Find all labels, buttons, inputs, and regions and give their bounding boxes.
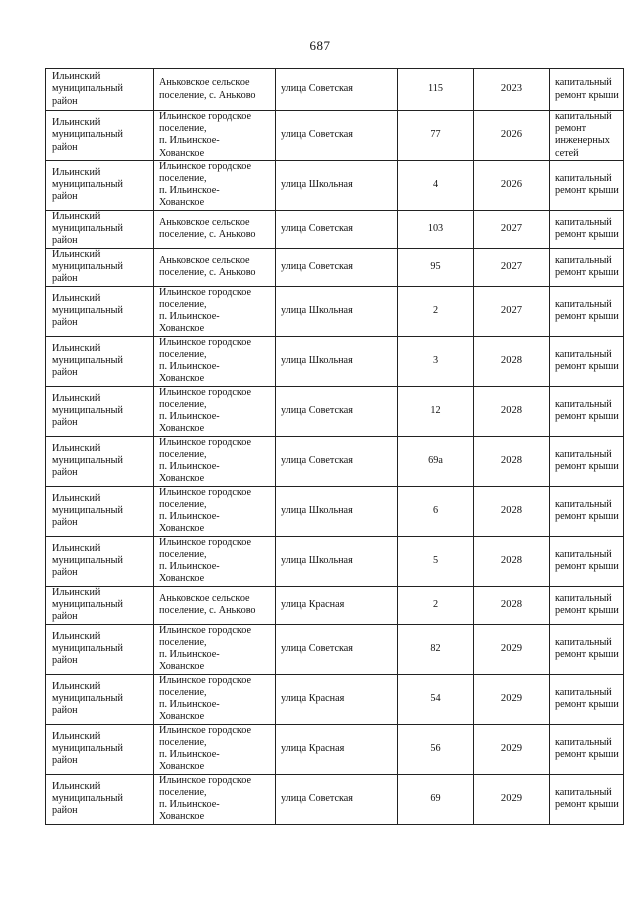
street-cell: улица Школьная — [276, 486, 398, 536]
work-type-cell-line: ремонт крыши — [555, 511, 619, 523]
table-row — [46, 210, 624, 248]
street-cell: улица Школьная — [276, 286, 398, 336]
year-cell: 2027 — [474, 286, 550, 336]
table-row — [46, 336, 624, 386]
street-cell: улица Советская — [276, 210, 398, 248]
work-type-cell — [550, 111, 624, 161]
district-cell-line: Ильинский — [52, 442, 101, 454]
district-cell — [46, 386, 154, 436]
settlement-cell-line: поселение, — [159, 786, 207, 798]
district-cell-line: район — [52, 141, 78, 153]
work-type-cell-line: ремонт — [555, 123, 587, 135]
settlement-cell — [154, 386, 276, 436]
year-cell: 2029 — [474, 774, 550, 824]
settlement-cell-line: п. Ильинское- — [159, 511, 220, 523]
district-cell-line: Ильинский — [52, 292, 101, 304]
district-cell — [46, 336, 154, 386]
district-cell-line: Ильинский — [52, 210, 101, 222]
district-cell-line: Ильинский — [52, 342, 101, 354]
settlement-cell-line: Хованское — [159, 147, 205, 159]
work-type-cell — [550, 210, 624, 248]
work-type-cell-line: капитальный — [555, 298, 612, 310]
settlement-cell-line: Ильинское городское — [159, 160, 252, 172]
work-type-cell-line: капитальный — [555, 398, 612, 410]
work-type-cell-line: ремонт крыши — [555, 749, 619, 761]
settlement-cell-line: поселение, — [159, 123, 207, 135]
work-type-cell-line: капитальный — [555, 592, 612, 604]
year-cell: 2028 — [474, 586, 550, 624]
settlement-cell — [154, 286, 276, 336]
settlement-cell — [154, 111, 276, 161]
street-cell: улица Советская — [276, 69, 398, 111]
district-cell — [46, 586, 154, 624]
year-cell: 2029 — [474, 674, 550, 724]
district-cell — [46, 286, 154, 336]
work-type-cell-line: капитальный — [555, 173, 612, 185]
year-cell: 2028 — [474, 436, 550, 486]
street-cell: улица Советская — [276, 386, 398, 436]
house-number-cell: 82 — [398, 624, 474, 674]
table-row — [46, 586, 624, 624]
work-type-cell-line: ремонт крыши — [555, 229, 619, 241]
district-cell — [46, 674, 154, 724]
work-type-cell — [550, 436, 624, 486]
district-cell-line: муниципальный — [52, 305, 123, 317]
work-type-cell-line: капитальный — [555, 77, 612, 89]
table-row — [46, 536, 624, 586]
district-cell-line: муниципальный — [52, 643, 123, 655]
year-cell: 2026 — [474, 160, 550, 210]
settlement-cell — [154, 486, 276, 536]
district-cell-line: муниципальный — [52, 599, 123, 611]
district-cell-line: район — [52, 191, 78, 203]
settlement-cell-line: поселение, — [159, 398, 207, 410]
work-type-cell-line: капитальный — [555, 548, 612, 560]
settlement-cell-line: п. Ильинское- — [159, 561, 220, 573]
district-cell-line: район — [52, 235, 78, 247]
work-type-cell-line: капитальный — [555, 686, 612, 698]
housing-repair-table — [45, 68, 624, 825]
settlement-cell-line: поселение, с. Аньково — [159, 89, 256, 101]
settlement-cell-line: поселение, с. Аньково — [159, 267, 256, 279]
table-row — [46, 724, 624, 774]
house-number-cell: 103 — [398, 210, 474, 248]
work-type-cell — [550, 674, 624, 724]
settlement-cell — [154, 248, 276, 286]
work-type-cell — [550, 386, 624, 436]
house-number-cell: 69а — [398, 436, 474, 486]
settlement-cell-line: Ильинское городское — [159, 486, 252, 498]
year-cell: 2027 — [474, 248, 550, 286]
settlement-cell — [154, 674, 276, 724]
district-cell — [46, 774, 154, 824]
work-type-cell-line: ремонт крыши — [555, 185, 619, 197]
work-type-cell — [550, 724, 624, 774]
settlement-cell-line: п. Ильинское- — [159, 135, 220, 147]
table-row — [46, 69, 624, 111]
district-cell-line: Ильинский — [52, 71, 101, 83]
district-cell-line: Ильинский — [52, 586, 101, 598]
settlement-cell-line: Аньковское сельское — [159, 592, 250, 604]
year-cell: 2029 — [474, 624, 550, 674]
district-cell-line: муниципальный — [52, 223, 123, 235]
district-cell-line: район — [52, 517, 78, 529]
district-cell-line: район — [52, 755, 78, 767]
table-row — [46, 286, 624, 336]
district-cell-line: Ильинский — [52, 166, 101, 178]
house-number-cell: 4 — [398, 160, 474, 210]
table-row — [46, 486, 624, 536]
table-row — [46, 624, 624, 674]
year-cell: 2028 — [474, 336, 550, 386]
year-cell: 2026 — [474, 111, 550, 161]
street-cell: улица Школьная — [276, 536, 398, 586]
district-cell — [46, 111, 154, 161]
settlement-cell-line: Хованское — [159, 323, 205, 335]
house-number-cell: 95 — [398, 248, 474, 286]
work-type-cell — [550, 248, 624, 286]
house-number-cell: 3 — [398, 336, 474, 386]
district-cell-line: район — [52, 273, 78, 285]
district-cell-line: муниципальный — [52, 129, 123, 141]
street-cell: улица Красная — [276, 674, 398, 724]
settlement-cell-line: Хованское — [159, 473, 205, 485]
table-row — [46, 248, 624, 286]
work-type-cell — [550, 336, 624, 386]
work-type-cell — [550, 536, 624, 586]
work-type-cell-line: капитальный — [555, 636, 612, 648]
street-cell: улица Советская — [276, 111, 398, 161]
year-cell: 2028 — [474, 536, 550, 586]
settlement-cell-line: поселение, — [159, 173, 207, 185]
settlement-cell-line: Ильинское городское — [159, 286, 252, 298]
work-type-cell-line: ремонт крыши — [555, 461, 619, 473]
settlement-cell-line: п. Ильинское- — [159, 649, 220, 661]
settlement-cell — [154, 624, 276, 674]
work-type-cell-line: инженерных — [555, 135, 610, 147]
work-type-cell-line: капитальный — [555, 216, 612, 228]
district-cell-line: муниципальный — [52, 455, 123, 467]
settlement-cell-line: Аньковское сельское — [159, 216, 250, 228]
settlement-cell-line: Хованское — [159, 811, 205, 823]
work-type-cell-line: капитальный — [555, 111, 612, 122]
district-cell-line: муниципальный — [52, 405, 123, 417]
settlement-cell-line: поселение, с. Аньково — [159, 229, 256, 241]
district-cell-line: муниципальный — [52, 261, 123, 273]
district-cell-line: район — [52, 367, 78, 379]
settlement-cell — [154, 436, 276, 486]
settlement-cell-line: Ильинское городское — [159, 774, 252, 786]
settlement-cell-line: Ильинское городское — [159, 536, 252, 548]
year-cell: 2029 — [474, 724, 550, 774]
year-cell: 2028 — [474, 486, 550, 536]
district-cell-line: район — [52, 317, 78, 329]
work-type-cell-line: сетей — [555, 147, 579, 159]
house-number-cell: 2 — [398, 286, 474, 336]
settlement-cell — [154, 586, 276, 624]
table-row — [46, 774, 624, 824]
work-type-cell-line: капитальный — [555, 786, 612, 798]
work-type-cell — [550, 486, 624, 536]
street-cell: улица Советская — [276, 774, 398, 824]
year-cell: 2023 — [474, 69, 550, 111]
work-type-cell-line: ремонт крыши — [555, 361, 619, 373]
settlement-cell-line: Ильинское городское — [159, 436, 252, 448]
house-number-cell: 54 — [398, 674, 474, 724]
work-type-cell — [550, 69, 624, 111]
street-cell: улица Советская — [276, 248, 398, 286]
district-cell-line: муниципальный — [52, 693, 123, 705]
work-type-cell-line: капитальный — [555, 348, 612, 360]
district-cell-line: Ильинский — [52, 392, 101, 404]
district-cell — [46, 536, 154, 586]
settlement-cell-line: Ильинское городское — [159, 386, 252, 398]
settlement-cell-line: поселение, — [159, 348, 207, 360]
settlement-cell-line: п. Ильинское- — [159, 461, 220, 473]
settlement-cell-line: Хованское — [159, 373, 205, 385]
street-cell: улица Школьная — [276, 336, 398, 386]
work-type-cell — [550, 774, 624, 824]
street-cell: улица Советская — [276, 436, 398, 486]
district-cell-line: район — [52, 417, 78, 429]
street-cell: улица Школьная — [276, 160, 398, 210]
settlement-cell-line: Ильинское городское — [159, 624, 252, 636]
settlement-cell-line: п. Ильинское- — [159, 799, 220, 811]
settlement-cell-line: Аньковское сельское — [159, 77, 250, 89]
settlement-cell-line: поселение, — [159, 498, 207, 510]
work-type-cell-line: ремонт крыши — [555, 649, 619, 661]
work-type-cell-line: капитальный — [555, 736, 612, 748]
street-cell: улица Советская — [276, 624, 398, 674]
district-cell-line: Ильинский — [52, 680, 101, 692]
settlement-cell-line: Хованское — [159, 761, 205, 773]
district-cell-line: Ильинский — [52, 248, 101, 260]
table-row — [46, 160, 624, 210]
district-cell-line: муниципальный — [52, 355, 123, 367]
settlement-cell-line: п. Ильинское- — [159, 699, 220, 711]
district-cell — [46, 724, 154, 774]
house-number-cell: 6 — [398, 486, 474, 536]
work-type-cell-line: ремонт крыши — [555, 561, 619, 573]
district-cell — [46, 69, 154, 111]
settlement-cell-line: поселение, — [159, 736, 207, 748]
settlement-cell — [154, 336, 276, 386]
table-row — [46, 386, 624, 436]
work-type-cell — [550, 160, 624, 210]
work-type-cell-line: ремонт крыши — [555, 605, 619, 617]
settlement-cell — [154, 774, 276, 824]
settlement-cell-line: Ильинское городское — [159, 336, 252, 348]
house-number-cell: 69 — [398, 774, 474, 824]
page-number: 687 — [309, 38, 331, 53]
settlement-cell — [154, 210, 276, 248]
settlement-cell-line: п. Ильинское- — [159, 311, 220, 323]
district-cell-line: Ильинский — [52, 492, 101, 504]
house-number-cell: 115 — [398, 69, 474, 111]
work-type-cell-line: капитальный — [555, 448, 612, 460]
settlement-cell-line: поселение, — [159, 686, 207, 698]
work-type-cell-line: капитальный — [555, 254, 612, 266]
street-cell: улица Красная — [276, 586, 398, 624]
house-number-cell: 12 — [398, 386, 474, 436]
work-type-cell — [550, 286, 624, 336]
settlement-cell-line: п. Ильинское- — [159, 411, 220, 423]
district-cell-line: район — [52, 805, 78, 817]
work-type-cell — [550, 586, 624, 624]
work-type-cell-line: ремонт крыши — [555, 411, 619, 423]
table-row — [46, 111, 624, 161]
settlement-cell — [154, 160, 276, 210]
settlement-cell-line: поселение, с. Аньково — [159, 605, 256, 617]
district-cell-line: Ильинский — [52, 630, 101, 642]
district-cell-line: муниципальный — [52, 743, 123, 755]
district-cell-line: район — [52, 705, 78, 717]
district-cell-line: муниципальный — [52, 83, 123, 95]
settlement-cell-line: Хованское — [159, 523, 205, 535]
settlement-cell — [154, 69, 276, 111]
settlement-cell-line: п. Ильинское- — [159, 361, 220, 373]
district-cell-line: район — [52, 567, 78, 579]
settlement-cell-line: Хованское — [159, 711, 205, 723]
settlement-cell-line: Аньковское сельское — [159, 254, 250, 266]
house-number-cell: 77 — [398, 111, 474, 161]
street-cell: улица Красная — [276, 724, 398, 774]
district-cell-line: Ильинский — [52, 542, 101, 554]
settlement-cell-line: Хованское — [159, 661, 205, 673]
table-row — [46, 436, 624, 486]
district-cell-line: муниципальный — [52, 555, 123, 567]
settlement-cell-line: Хованское — [159, 423, 205, 435]
settlement-cell-line: п. Ильинское- — [159, 185, 220, 197]
year-cell: 2027 — [474, 210, 550, 248]
district-cell-line: район — [52, 467, 78, 479]
district-cell-line: муниципальный — [52, 179, 123, 191]
district-cell-line: Ильинский — [52, 780, 101, 792]
settlement-cell-line: Хованское — [159, 573, 205, 585]
work-type-cell-line: ремонт крыши — [555, 311, 619, 323]
work-type-cell-line: капитальный — [555, 498, 612, 510]
settlement-cell-line: Хованское — [159, 197, 205, 209]
district-cell-line: Ильинский — [52, 730, 101, 742]
table-row — [46, 674, 624, 724]
district-cell-line: район — [52, 95, 78, 107]
district-cell-line: муниципальный — [52, 505, 123, 517]
settlement-cell-line: поселение, — [159, 448, 207, 460]
work-type-cell-line: ремонт крыши — [555, 799, 619, 811]
settlement-cell-line: Ильинское городское — [159, 111, 252, 122]
district-cell-line: район — [52, 655, 78, 667]
work-type-cell-line: ремонт крыши — [555, 89, 619, 101]
year-cell: 2028 — [474, 386, 550, 436]
district-cell-line: район — [52, 611, 78, 623]
district-cell — [46, 624, 154, 674]
district-cell — [46, 486, 154, 536]
district-cell — [46, 248, 154, 286]
district-cell — [46, 436, 154, 486]
district-cell — [46, 210, 154, 248]
settlement-cell-line: поселение, — [159, 548, 207, 560]
work-type-cell-line: ремонт крыши — [555, 699, 619, 711]
house-number-cell: 5 — [398, 536, 474, 586]
settlement-cell — [154, 724, 276, 774]
district-cell-line: Ильинский — [52, 117, 101, 129]
work-type-cell — [550, 624, 624, 674]
settlement-cell — [154, 536, 276, 586]
settlement-cell-line: Ильинское городское — [159, 724, 252, 736]
house-number-cell: 56 — [398, 724, 474, 774]
house-number-cell: 2 — [398, 586, 474, 624]
district-cell — [46, 160, 154, 210]
settlement-cell-line: поселение, — [159, 298, 207, 310]
settlement-cell-line: поселение, — [159, 636, 207, 648]
district-cell-line: муниципальный — [52, 793, 123, 805]
work-type-cell-line: ремонт крыши — [555, 267, 619, 279]
settlement-cell-line: Ильинское городское — [159, 674, 252, 686]
settlement-cell-line: п. Ильинское- — [159, 749, 220, 761]
